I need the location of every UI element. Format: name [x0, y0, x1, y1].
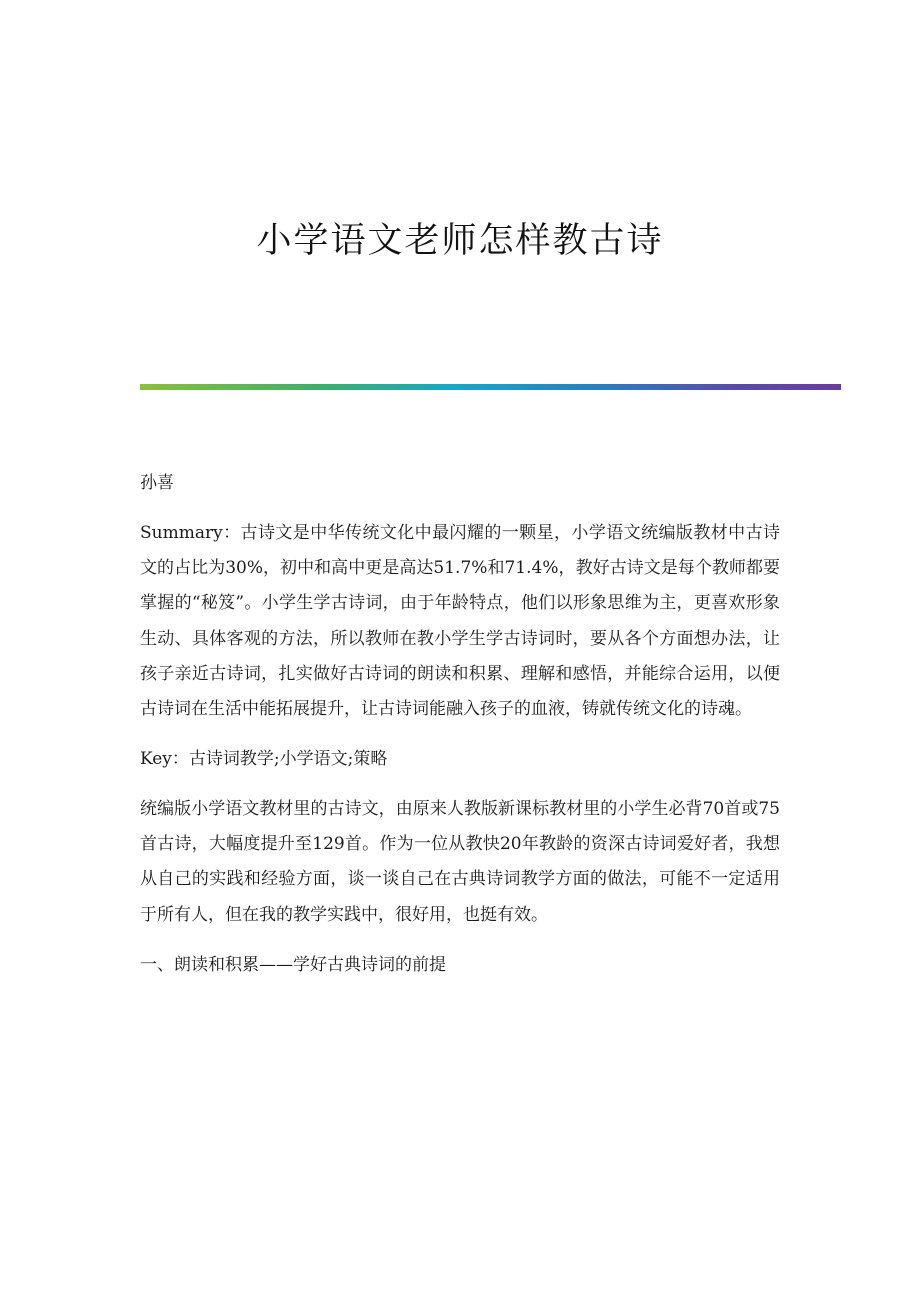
keywords-line: Key：古诗词教学;小学语文;策略	[140, 749, 388, 770]
intro-paragraph: 统编版小学语文教材里的古诗文，由原来人教版新课标教材里的小学生必背70首或75首古诗，大幅度提升至129首。作为一位从教快20年教龄的资深古诗词爱好者，我想从自己的实践和经验方面，谈一谈自己在古典诗词教学方面的做法，可能不一定适用于所有人，但在我的教学实践中，很好用，也挺有效。	[140, 799, 780, 925]
gradient-divider	[140, 384, 841, 390]
section-heading: 一、朗读和积累——学好古典诗词的前提	[140, 954, 446, 975]
summary-paragraph: Summary：古诗文是中华传统文化中最闪耀的一颗星，小学语文统编版教材中古诗文的占比为30%，初中和高中更是高达51.7%和71.4%，教好古诗文是每个教师都要掌握的“秘笈”。小学生学古诗词，由于年龄特点，他们以形象思维为主，更喜欢形象生动、具体客观的方法，所以教师在教小学生学古诗词时，要从各个方面想办法，让孩子亲近古诗词，扎实做好古诗词的朗读和积累、理解和感悟，并能综合运用，以便古诗词在生活中能拓展提升，让古诗词能融入孩子的血液，铸就传统文化的诗魂。	[140, 523, 780, 720]
document-title: 小学语文老师怎样教古诗	[256, 221, 664, 261]
document-body	[140, 466, 780, 998]
author-name: 孙喜	[140, 473, 174, 493]
